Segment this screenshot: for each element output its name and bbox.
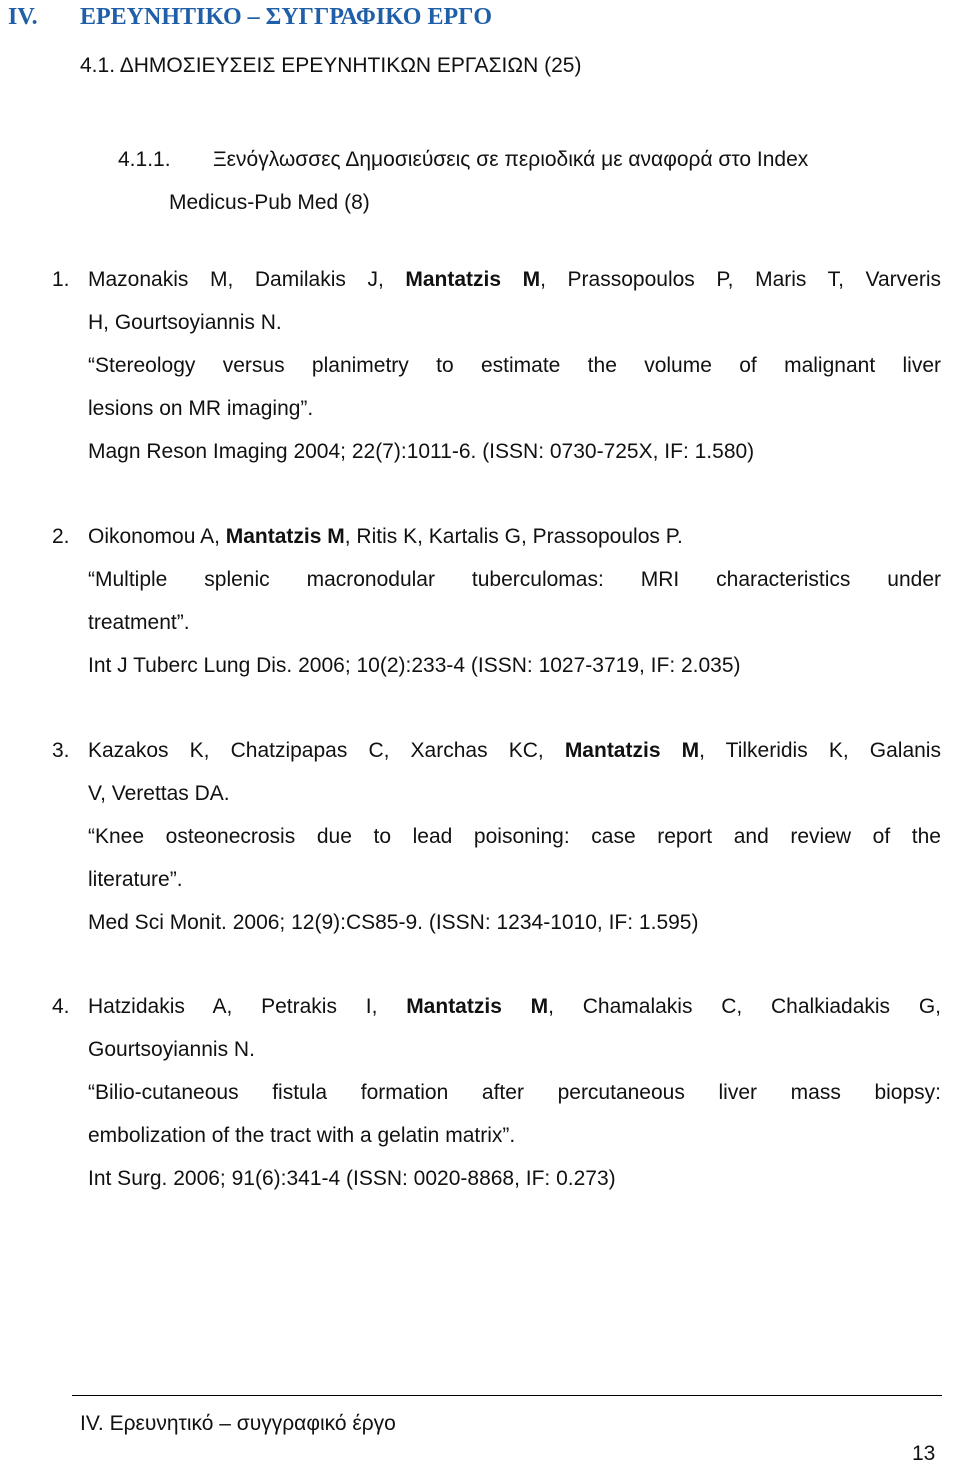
chapter-number: IV. — [8, 4, 38, 30]
authors-line1 — [88, 515, 941, 558]
title-line1: “Bilio-cutaneous fistula formation after percutaneous liver mass biopsy: — [88, 1081, 941, 1104]
publication-number: 3. — [52, 739, 70, 762]
title-line2: literature”. — [88, 868, 183, 891]
authors-text: Kazakos K, Chatzipapas C, Xarchas KC, — [88, 739, 565, 762]
authors-text: Hatzidakis A, Petrakis I, — [88, 995, 407, 1018]
chapter-heading — [8, 4, 492, 31]
authors-text: , Chamalakis C, Chalkiadakis G, — [548, 995, 942, 1018]
authors-line1 — [88, 258, 941, 301]
authors-line2: Gourtsoyiannis N. — [88, 1038, 255, 1061]
subsection-heading — [118, 138, 941, 224]
publication-entry-2 — [52, 515, 941, 687]
highlighted-author: Mantatzis M — [406, 995, 549, 1018]
title-line2: lesions on MR imaging”. — [88, 397, 314, 420]
footer-divider — [72, 1395, 942, 1396]
authors-line2: V, Verettas DA. — [88, 782, 230, 805]
authors-text: , Tilkeridis K, Galanis — [699, 739, 941, 762]
citation: Int Surg. 2006; 91(6):341-4 (ISSN: 0020-8868, IF: 0.273) — [88, 1167, 616, 1190]
title-line1: “Knee osteonecrosis due to lead poisoning: case report and review of the — [88, 825, 941, 848]
highlighted-author: Mantatzis M — [405, 268, 541, 291]
citation: Med Sci Monit. 2006; 12(9):CS85-9. (ISSN: 1234-1010, IF: 1.595) — [88, 911, 699, 934]
title-line1: “Stereology versus planimetry to estimate the volume of malignant liver — [88, 354, 941, 377]
publication-entry-4 — [52, 985, 941, 1200]
authors-line1 — [88, 985, 941, 1028]
citation: Magn Reson Imaging 2004; 22(7):1011-6. (ISSN: 0730-725X, IF: 1.580) — [88, 440, 755, 463]
publication-entry-1 — [52, 258, 941, 473]
publication-entry-3 — [52, 729, 941, 944]
chapter-title: ΕΡΕΥΝΗΤΙΚΟ – ΣΥΓΓΡΑΦΙΚΟ ΕΡΓΟ — [80, 4, 493, 30]
subsection-number: 4.1.1. — [118, 148, 171, 171]
authors-text: Oikonomou A, — [88, 525, 226, 548]
subsection-title-line2: Medicus-Pub Med (8) — [169, 191, 370, 214]
highlighted-author: Mantatzis M — [225, 525, 345, 548]
authors-text: , Ritis K, Kartalis G, Prassopoulos P. — [344, 525, 683, 548]
publication-number: 2. — [52, 525, 70, 548]
publication-number: 4. — [52, 995, 70, 1018]
title-line2: embolization of the tract with a gelatin matrix”. — [88, 1124, 516, 1147]
section-heading: 4.1. ΔΗΜΟΣΙΕΥΣΕΙΣ ΕΡΕΥΝΗΤΙΚΩΝ ΕΡΓΑΣΙΩΝ (25) — [80, 54, 582, 77]
publication-number: 1. — [52, 268, 70, 291]
authors-text: Mazonakis M, Damilakis J, — [88, 268, 406, 291]
page-number: 13 — [912, 1442, 936, 1465]
footer-title: IV. Ερευνητικό – συγγραφικό έργο — [80, 1412, 396, 1435]
title-line2: treatment”. — [88, 611, 190, 634]
authors-line1 — [88, 729, 941, 772]
citation: Int J Tuberc Lung Dis. 2006; 10(2):233-4 (ISSN: 1027-3719, IF: 2.035) — [88, 654, 741, 677]
authors-line2: H, Gourtsoyiannis N. — [88, 311, 282, 334]
authors-text: , Prassopoulos P, Maris T, Varveris — [540, 268, 941, 291]
title-line1: “Multiple splenic macronodular tuberculomas: MRI characteristics under — [88, 568, 941, 591]
highlighted-author: Mantatzis M — [564, 739, 700, 762]
subsection-title-line1: Ξενόγλωσσες Δημοσιεύσεις σε περιοδικά με αναφορά στο Index — [213, 148, 809, 171]
